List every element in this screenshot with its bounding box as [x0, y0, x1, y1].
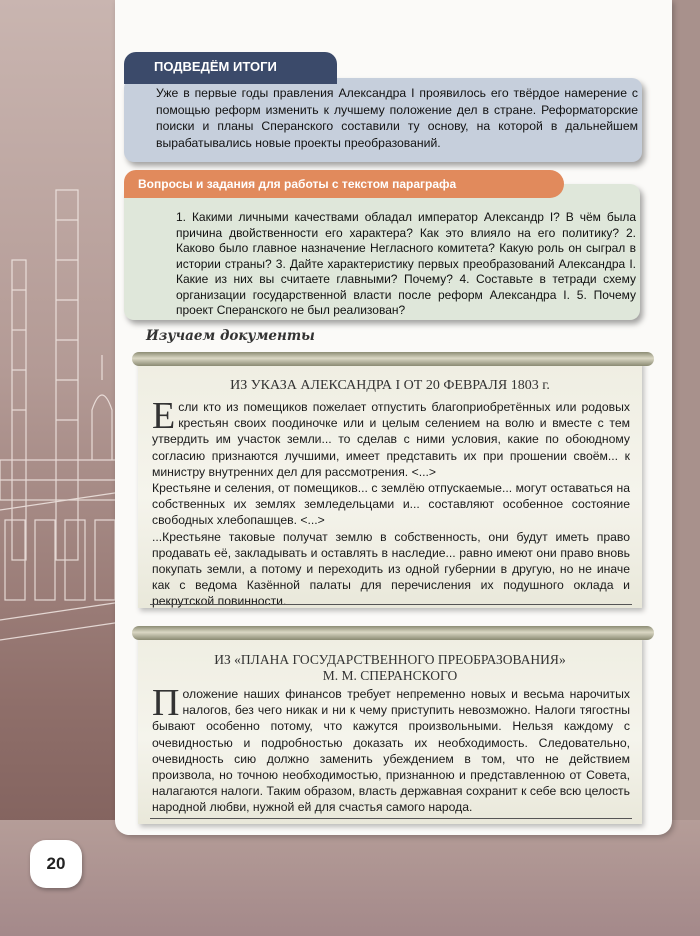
document-2-subtitle: М. М. СПЕРАНСКОГО [322, 668, 458, 683]
page-number: 20 [30, 840, 82, 888]
document-2-scroll-rod [132, 626, 654, 640]
summary-title: ПОДВЕДЁМ ИТОГИ [124, 52, 337, 84]
document-2-title: ИЗ «ПЛАНА ГОСУДАРСТВЕННОГО ПРЕОБРАЗОВАНИЯ» [214, 652, 566, 667]
questions-title: Вопросы и задания для работы с текстом параграфа [124, 170, 564, 198]
document-2-bottom-rule [150, 818, 632, 819]
document-1-paragraph-1: сли кто из помещиков пожелает отпустить благоприобретённых или родовых крестьян своих поодиночке или и целым селением на волю и вместе с тем утвердить им участок земли... то сделав с ними условия, какие по обоюдному согласию признаются лучшими, имеет представить их при прошении своём... к министру внутренних дел для рассмотрения. <...> [152, 400, 630, 479]
document-1-scroll-rod [132, 352, 654, 366]
document-1-title: ИЗ УКАЗА АЛЕКСАНДРА I ОТ 20 ФЕВРАЛЯ 1803 г. [230, 378, 550, 393]
document-2-text [152, 682, 630, 816]
document-2-dropcap: П [152, 682, 180, 724]
document-1-paragraph-3: ...Крестьяне таковые получат землю в собственность, они будут иметь право продавать её, закладывать и оставлять в наследие... равно имеют они право вновь покупать земли, а потому и переходить из одной губернии в другую, но не иначе как с ведома Казённой палаты для перечисления их подушного оклада и рекрутской повинности. [152, 529, 630, 609]
document-2-paragraph: оложение наших финансов требует непременно новых и весьма нарочитых налогов, без чего никак и ни к чему приступить невозможно. Налоги тягостны бывают особенно потому, что кажутся произвольными. Нельзя каждому с очевидностью и подробностью доказать их необходимость. Следовательно, очевидность сию должно заменить убеждением в том, что не действием произвола, но точною необходимостью, признанною и представленною от Совета, налагаются налоги. Таким образом, власть державная сохранит к себе всю целость народной любви, нужной ей для счастья самого народа. [152, 687, 630, 815]
questions-text: 1. Какими личными качествами обладал император Александр I? В чём была причина двойственности его характера? Как это влияло на его политику? 2. Каково было главное назначение Негласного комитета? Какую роль он сыграл в истории страны? 3. Дайте характеристику первых преобразований Александра I. Какие из них вы считаете главными? Почему? 4. Составьте в тетради схему организации государственной власти после реформ Александра I. 5. Почему проект Сперанского не был реализован? [176, 210, 636, 317]
document-1-paragraph-2: Крестьяне и селения, от помещиков... с землёю отпускаемые... могут оставаться на собственных их землях земледельцами и... составляют особенное состояние свободных хлебопашцев. <...> [152, 481, 630, 528]
document-1-text [152, 395, 630, 610]
document-1-dropcap: Е [152, 395, 176, 437]
documents-heading: Изучаем документы [146, 328, 315, 344]
document-1-bottom-rule [150, 604, 632, 605]
background-bottom [0, 820, 700, 936]
summary-text: Уже в первые годы правления Александра I проявилось его твёрдое намерение с помощью реформ изменить к лучшему положение дел в стране. Реформаторские поиски и планы Сперанского составили ту основу, на которой в дальнейшем вырабатывались новые проекты преобразований. [156, 86, 638, 150]
